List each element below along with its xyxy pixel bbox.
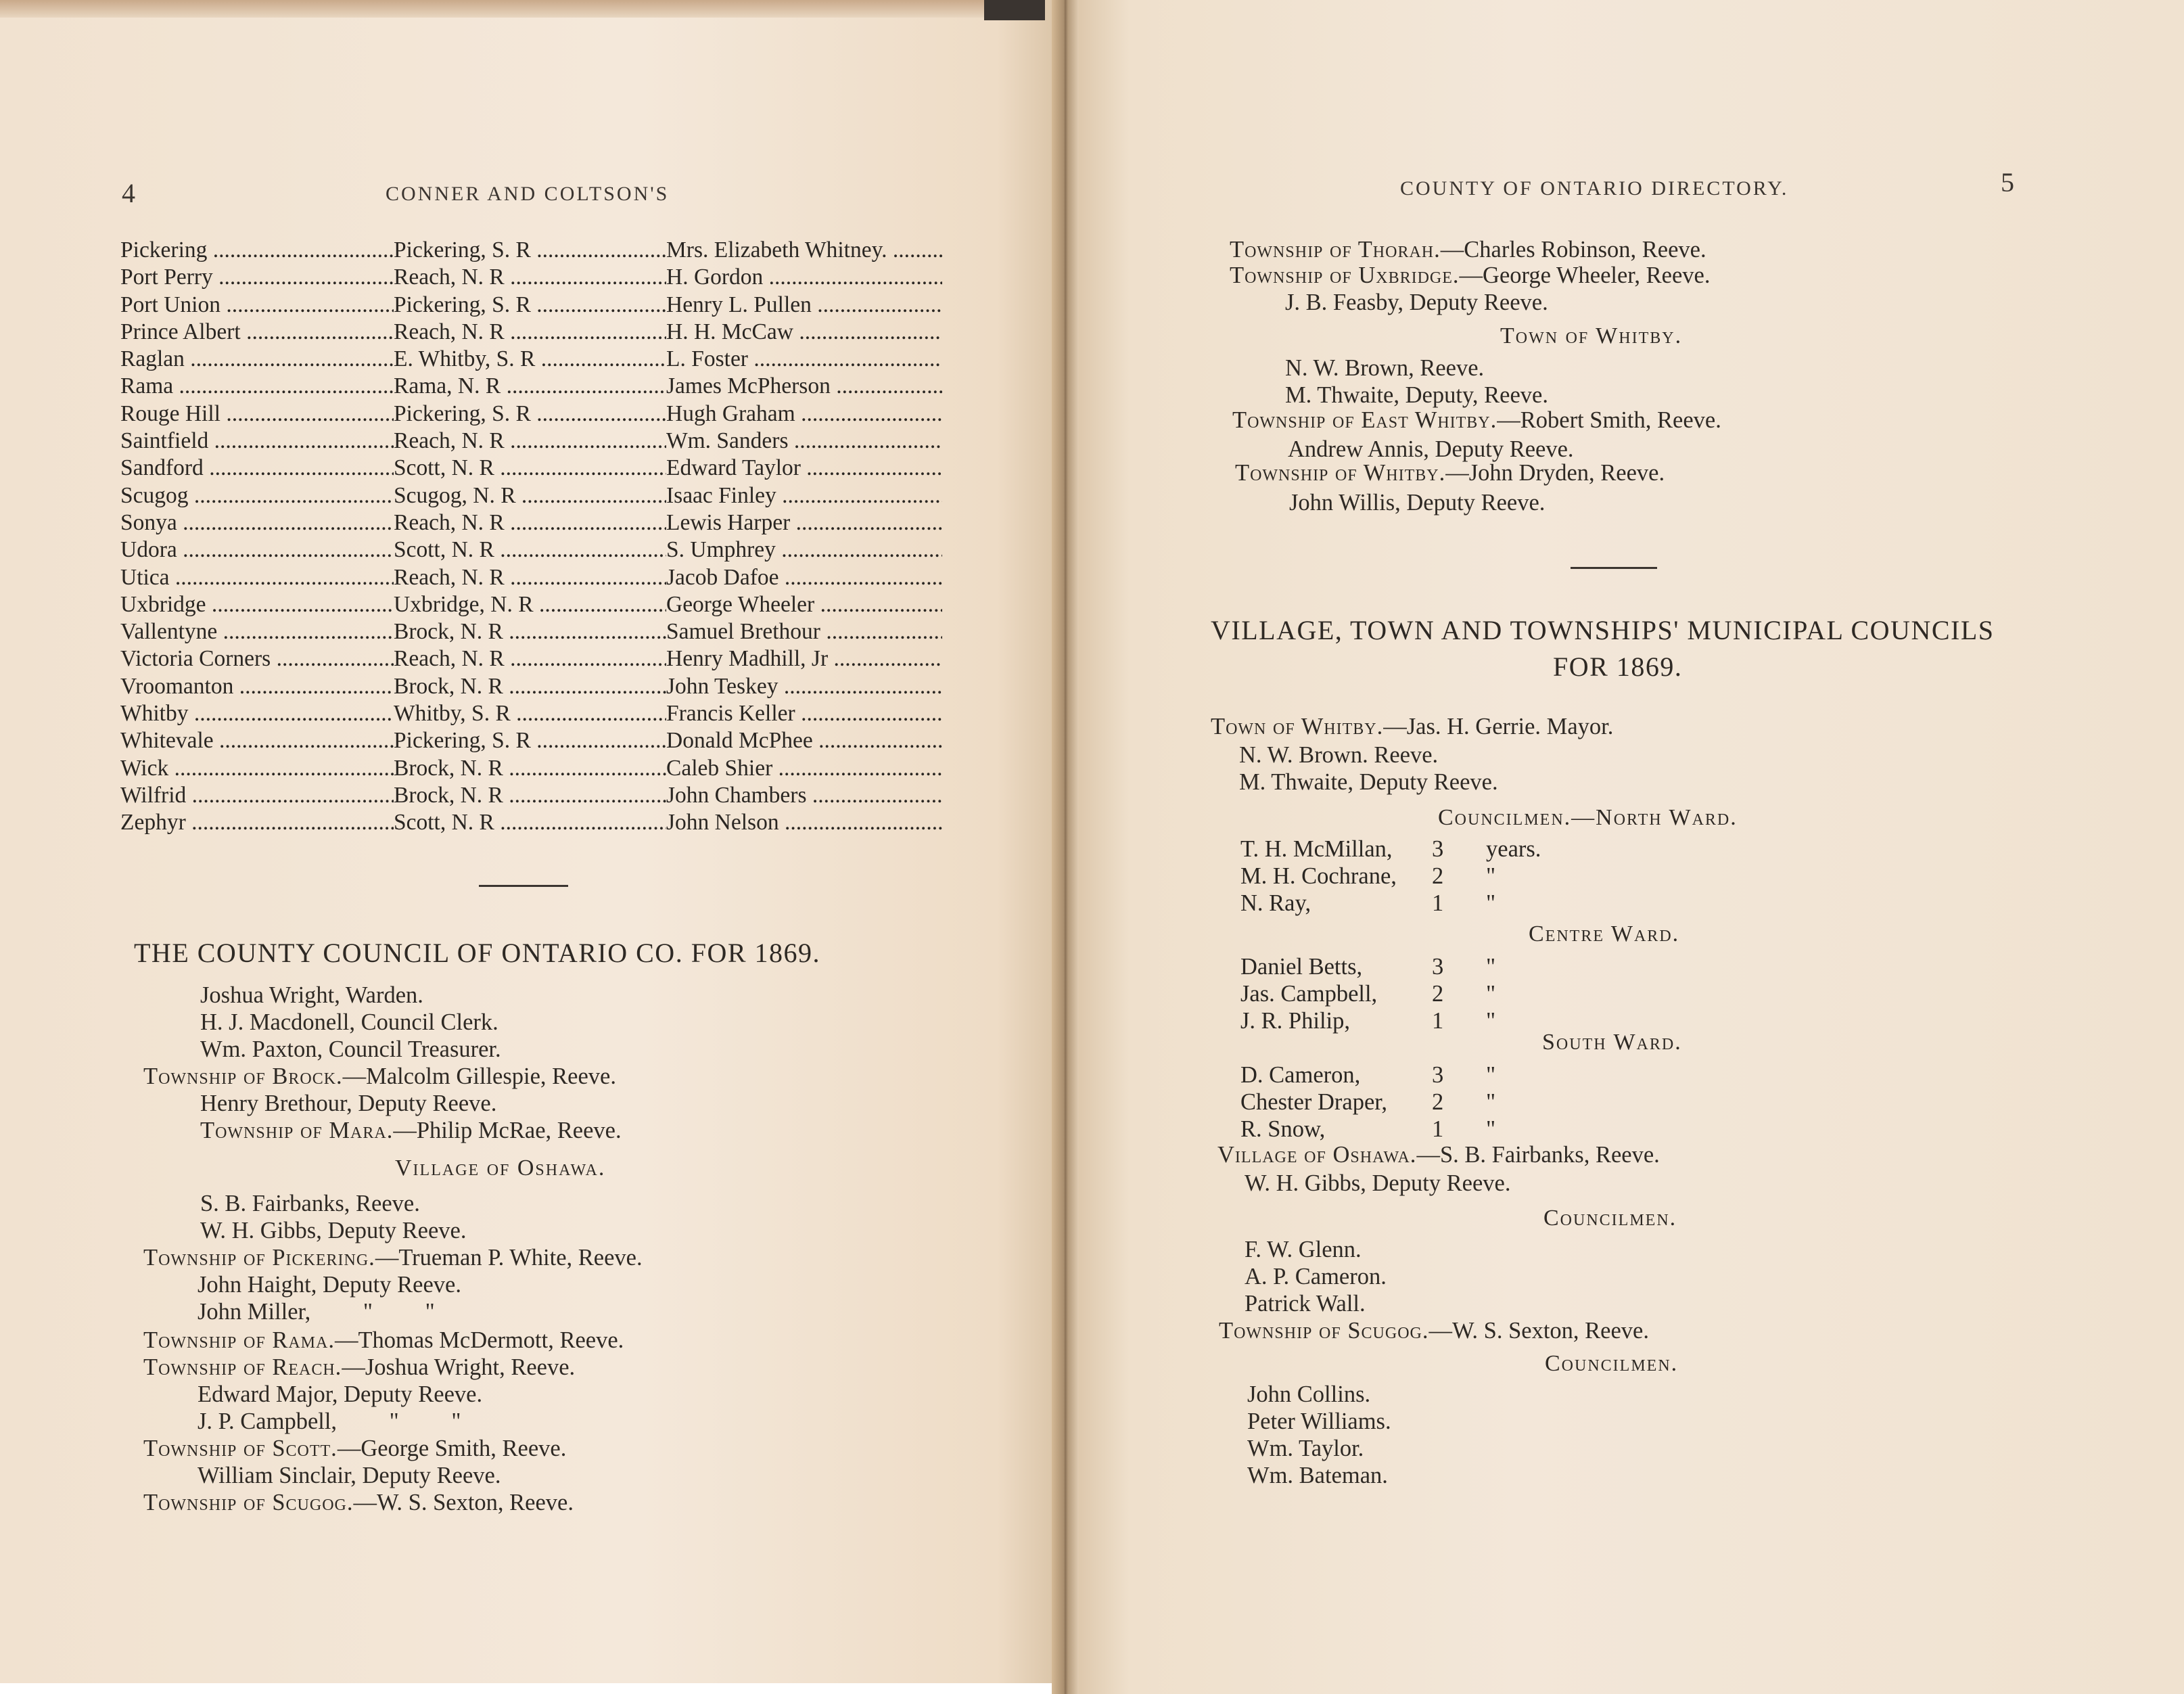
directory-row [120,264,942,291]
township-riding: Pickering, S. R ..... [394,292,666,319]
township-riding: Reach, N. R ..... [394,428,666,455]
scugog-councilmen-heading: Councilmen. [1545,1351,1679,1376]
pickering-deputy: John Haight, Deputy Reeve. [198,1272,461,1298]
whitby-township-entry: Township of Whitby.—John Dryden, Reeve. [1235,460,1665,486]
oshawa-reeve: S. B. Fairbanks, Reeve. [200,1191,420,1216]
scugog-councilman: Peter Williams. [1247,1409,1391,1434]
post-office-name: Port Union ..... [120,292,394,319]
directory-row [120,292,942,319]
post-office-name: Vallentyne ..... [120,618,394,645]
postmaster-name: Jacob Dafoe ..... [666,564,942,591]
directory-row [120,564,942,591]
directory-row [120,237,942,264]
term-unit: " [1486,954,1496,980]
south-ward-heading: South Ward. [1542,1030,1682,1055]
councilman-name: N. Ray, [1240,890,1311,916]
township-riding: Pickering, S. R ..... [394,727,666,754]
reach-entry: Township of Reach.—Joshua Wright, Reeve. [143,1354,576,1380]
councilman-row [1240,863,1594,890]
township-riding: Whitby, S. R ..... [394,700,666,727]
directory-row [120,618,942,645]
township-riding: Pickering, S. R ..... [394,400,666,428]
brock-entry: Township of Brock.—Malcolm Gillespie, Reeve. [143,1063,616,1089]
post-office-name: Rama ..... [120,373,394,400]
post-office-name: Whitby ..... [120,700,394,727]
post-office-name: Prince Albert ..... [120,319,394,346]
township-riding: E. Whitby, S. R ..... [394,346,666,373]
postmaster-name: Henry Madhill, Jr ..... [666,645,942,672]
east-whitby-deputy: Andrew Annis, Deputy Reeve. [1288,436,1574,462]
term-years: 3 [1432,954,1444,980]
section-divider [479,885,568,887]
whitby-town-deputy: M. Thwaite, Deputy Reeve. [1239,769,1498,795]
directory-row [120,400,942,428]
councilman-name: Chester Draper, [1240,1089,1388,1115]
oshawa-councilman: Patrick Wall. [1245,1291,1366,1317]
postmaster-name: John Teskey ..... [666,673,942,700]
township-riding: Scott, N. R ..... [394,809,666,836]
township-riding: Reach, N. R ..... [394,564,666,591]
postmaster-name: James McPherson ..... [666,373,942,400]
postmaster-name: S. Umphrey ..... [666,536,942,564]
whitby-town-reeve: N. W. Brown. Reeve. [1239,742,1439,768]
oshawa-heading: Village of Oshawa. [395,1155,606,1181]
postmaster-name: Hugh Graham ..... [666,400,942,428]
councilman-name: D. Cameron, [1240,1062,1361,1088]
township-riding: Brock, N. R ..... [394,618,666,645]
whitby-deputy: M. Thwaite, Deputy, Reeve. [1285,382,1548,408]
council-treasurer: Wm. Paxton, Council Treasurer. [200,1036,501,1062]
binding-tape [984,0,1045,20]
post-office-directory-table [120,237,942,837]
reach-deputy: Edward Major, Deputy Reeve. [198,1381,483,1407]
uxbridge-deputy: J. B. Feasby, Deputy Reeve. [1285,290,1548,315]
councilman-name: J. R. Philip, [1240,1008,1351,1034]
centre-ward-heading: Centre Ward. [1529,921,1680,946]
postmaster-name: Lewis Harper ..... [666,509,942,536]
term-years: 1 [1432,1008,1444,1034]
term-unit: " [1486,890,1496,916]
postmaster-name: Isaac Finley ..... [666,482,942,509]
councilman-row [1240,1116,1594,1143]
directory-row [120,673,942,700]
directory-row [120,346,942,373]
post-office-name: Raglan ..... [120,346,394,373]
term-years: 1 [1432,1116,1444,1142]
postmaster-name: H. H. McCaw ..... [666,319,942,346]
term-years: 1 [1432,890,1444,916]
oshawa-deputy: W. H. Gibbs, Deputy Reeve. [200,1218,467,1243]
township-riding: Reach, N. R ..... [394,264,666,291]
post-office-name: Utica ..... [120,564,394,591]
pickering-entry: Township of Pickering.—Trueman P. White, Reeve. [143,1245,643,1270]
post-office-name: Port Perry ..... [120,264,394,291]
uxbridge-entry: Township of Uxbridge.—George Wheeler, Reeve. [1230,262,1711,288]
township-riding: Scott, N. R ..... [394,455,666,482]
directory-row [120,645,942,672]
directory-row [120,373,942,400]
postmaster-name: H. Gordon ..... [666,264,942,291]
councilman-row [1240,890,1594,917]
page-number-right: 5 [2001,167,2014,198]
scugog-councilman: Wm. Taylor. [1247,1436,1364,1461]
brock-deputy: Henry Brethour, Deputy Reeve. [200,1091,497,1116]
term-unit: " [1486,1062,1496,1088]
township-riding: Uxbridge, N. R ..... [394,591,666,618]
post-office-name: Wilfrid ..... [120,782,394,809]
county-council-heading: THE COUNTY COUNCIL OF ONTARIO CO. FOR 1869. [134,938,821,968]
book-gutter [1052,0,1079,1694]
scugog-entry: Township of Scugog.—W. S. Sexton, Reeve. [143,1490,574,1515]
oshawa-councilman: F. W. Glenn. [1245,1237,1362,1262]
directory-row [120,455,942,482]
post-office-name: Sonya ..... [120,509,394,536]
post-office-name: Sandford ..... [120,455,394,482]
post-office-name: Whitevale ..... [120,727,394,754]
post-office-name: Saintfield ..... [120,428,394,455]
directory-row [120,428,942,455]
councilman-name: Jas. Campbell, [1240,981,1378,1007]
scott-deputy: William Sinclair, Deputy Reeve. [198,1463,501,1488]
pickering-deputy-2: John Miller, " " [198,1299,435,1325]
north-ward-heading: Councilmen.—North Ward. [1438,805,1738,830]
whitby-town-entry: Town of Whitby.—Jas. H. Gerrie. Mayor. [1211,714,1614,739]
postmaster-name: Mrs. Elizabeth Whitney. ..... [666,237,942,264]
postmaster-name: L. Foster ..... [666,346,942,373]
top-edge [0,0,1028,18]
postmaster-name: Samuel Brethour ..... [666,618,942,645]
east-whitby-entry: Township of East Whitby.—Robert Smith, Reeve. [1232,407,1721,433]
term-years: 2 [1432,863,1444,889]
postmaster-name: Edward Taylor ..... [666,455,942,482]
postmaster-name: John Chambers ..... [666,782,942,809]
township-riding: Brock, N. R ..... [394,755,666,782]
councilman-name: M. H. Cochrane, [1240,863,1397,889]
councilman-name: Daniel Betts, [1240,954,1363,980]
post-office-name: Victoria Corners ..... [120,645,394,672]
term-years: 2 [1432,1089,1444,1115]
councilman-row [1240,981,1594,1007]
scugog-councilman: Wm. Bateman. [1247,1463,1388,1488]
directory-row [120,782,942,809]
municipal-councils-year: FOR 1869. [1553,651,1683,682]
page-number-left: 4 [122,178,135,208]
township-riding: Reach, N. R ..... [394,319,666,346]
term-years: 3 [1432,1062,1444,1088]
councilman-row [1240,1089,1594,1116]
township-riding: Reach, N. R ..... [394,509,666,536]
councilman-row [1240,954,1594,980]
postmaster-name: John Nelson ..... [666,809,942,836]
township-riding: Scugog, N. R ..... [394,482,666,509]
term-unit: " [1486,1116,1496,1142]
scott-entry: Township of Scott.—George Smith, Reeve. [143,1436,567,1461]
oshawa-councilman: A. P. Cameron. [1245,1264,1387,1289]
reach-deputy-2: J. P. Campbell, " " [198,1409,461,1434]
directory-row [120,727,942,754]
post-office-name: Uxbridge ..... [120,591,394,618]
councilman-row [1240,1062,1594,1089]
oshawa-councilmen-heading: Councilmen. [1543,1206,1677,1231]
postmaster-name: Henry L. Pullen ..... [666,292,942,319]
council-warden: Joshua Wright, Warden. [200,982,423,1008]
township-riding: Brock, N. R ..... [394,782,666,809]
municipal-councils-heading: VILLAGE, TOWN AND TOWNSHIPS' MUNICIPAL COUNCILS [1211,615,1995,645]
directory-row [120,700,942,727]
mara-entry: Township of Mara.—Philip McRae, Reeve. [200,1118,622,1143]
postmaster-name: Wm. Sanders ..... [666,428,942,455]
post-office-name: Zephyr ..... [120,809,394,836]
directory-row [120,536,942,564]
township-riding: Brock, N. R ..... [394,673,666,700]
term-unit: years. [1486,836,1541,862]
term-unit: " [1486,863,1496,889]
thorah-entry: Township of Thorah.—Charles Robinson, Reeve. [1230,237,1706,262]
post-office-name: Rouge Hill ..... [120,400,394,428]
post-office-name: Scugog ..... [120,482,394,509]
township-riding: Reach, N. R ..... [394,645,666,672]
term-years: 3 [1432,836,1444,862]
section-divider-right [1571,567,1657,569]
directory-row [120,509,942,536]
postmaster-name: George Wheeler ..... [666,591,942,618]
postmaster-name: Donald McPhee ..... [666,727,942,754]
council-clerk: H. J. Macdonell, Council Clerk. [200,1009,498,1035]
directory-row [120,319,942,346]
scugog-councilman: John Collins. [1247,1381,1371,1407]
postmaster-name: Francis Keller ..... [666,700,942,727]
scugog-township-entry: Township of Scugog.—W. S. Sexton, Reeve. [1219,1318,1649,1344]
councilman-row [1240,1008,1594,1034]
post-office-name: Udora ..... [120,536,394,564]
term-unit: " [1486,1089,1496,1115]
oshawa-village-deputy: W. H. Gibbs, Deputy Reeve. [1245,1170,1511,1196]
township-riding: Pickering, S. R ..... [394,237,666,264]
councilman-name: R. Snow, [1240,1116,1326,1142]
running-head-right: COUNTY OF ONTARIO DIRECTORY. [1400,177,1789,200]
running-head-left: CONNER AND COLTSON'S [386,183,670,205]
directory-row [120,809,942,836]
directory-row [120,755,942,782]
directory-row [120,591,942,618]
councilman-row [1240,836,1594,863]
whitby-reeve: N. W. Brown, Reeve. [1285,355,1485,381]
postmaster-name: Caleb Shier ..... [666,755,942,782]
post-office-name: Pickering ..... [120,237,394,264]
rama-entry: Township of Rama.—Thomas McDermott, Reeve. [143,1327,624,1353]
directory-row [120,482,942,509]
oshawa-village-entry: Village of Oshawa.—S. B. Fairbanks, Reeve. [1217,1142,1660,1168]
post-office-name: Vroomanton ..... [120,673,394,700]
term-years: 2 [1432,981,1444,1007]
post-office-name: Wick ..... [120,755,394,782]
township-riding: Rama, N. R ..... [394,373,666,400]
whitby-township-deputy: John Willis, Deputy Reeve. [1289,490,1546,516]
councilman-name: T. H. McMillan, [1240,836,1393,862]
town-of-whitby-heading: Town of Whitby. [1500,323,1683,348]
term-unit: " [1486,981,1496,1007]
term-unit: " [1486,1008,1496,1034]
township-riding: Scott, N. R ..... [394,536,666,564]
